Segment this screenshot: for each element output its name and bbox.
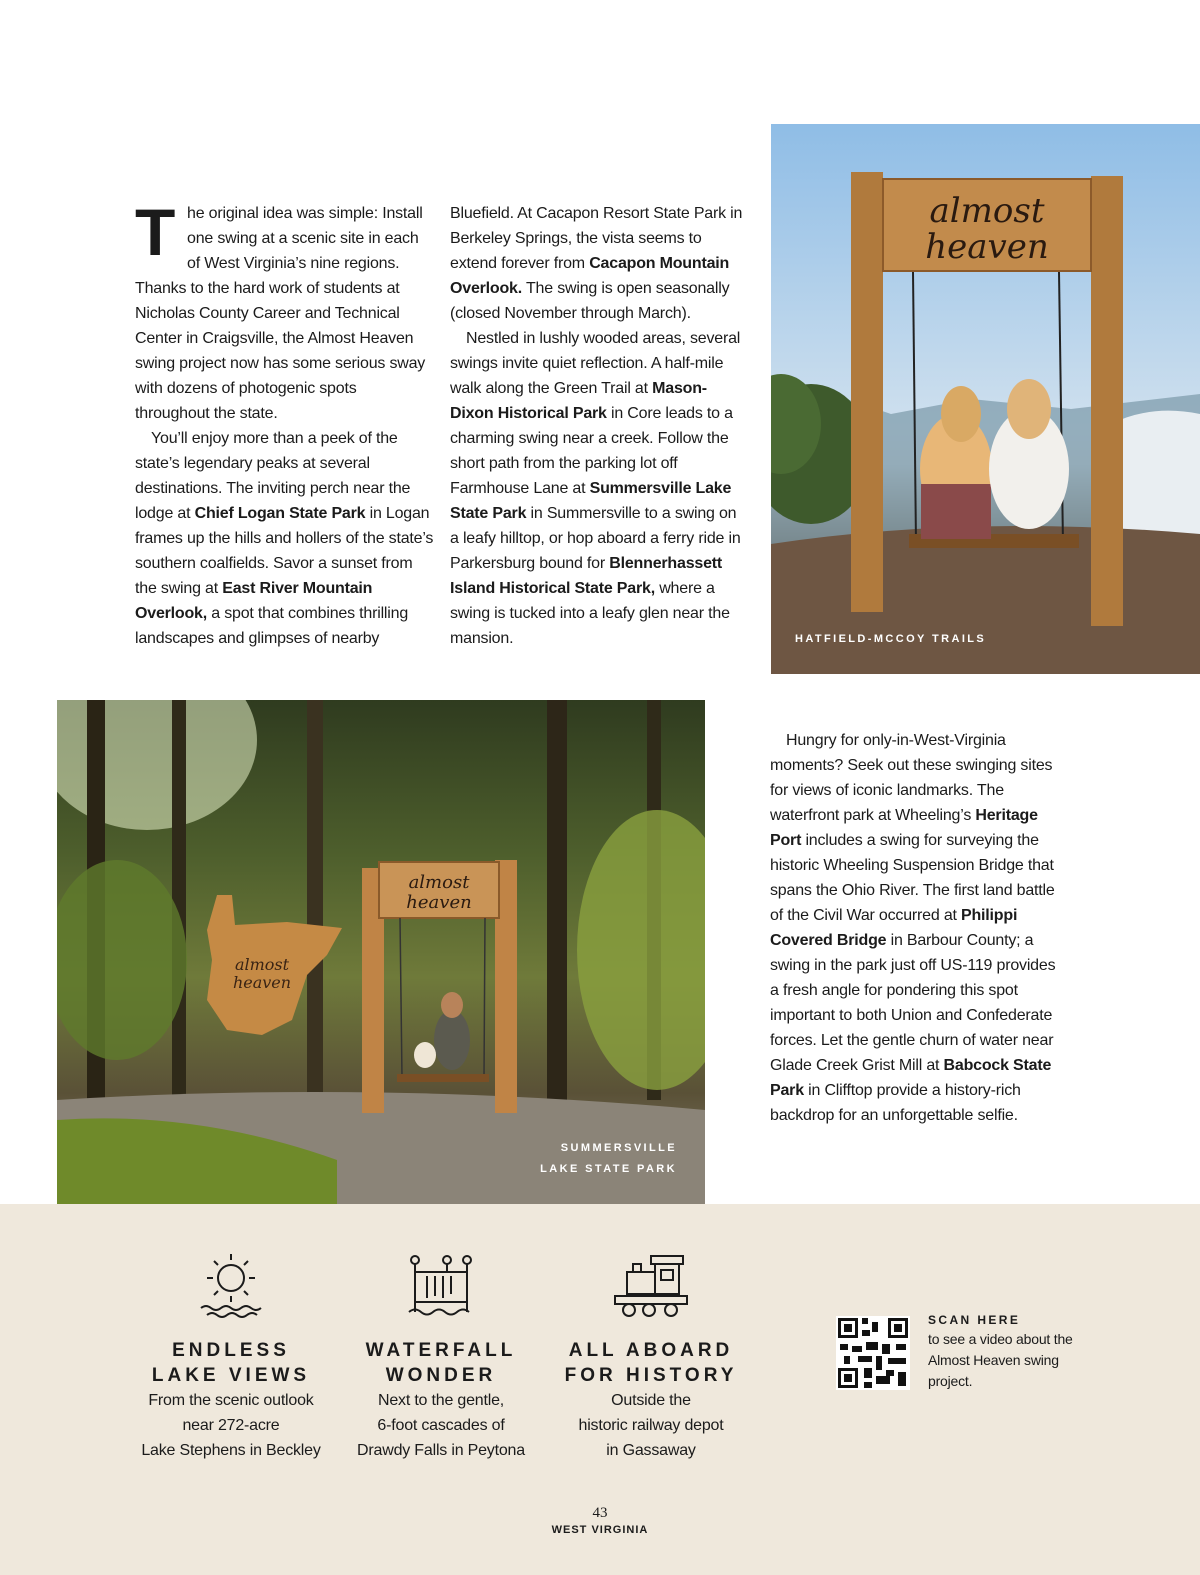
- paragraph: Bluefield. At Cacapon Resort State Park in Berkeley Springs, the vista seems to extend forever from Cacapon Mountain Overlook. The swing is open seasonally (closed November through March).: [450, 205, 743, 322]
- sign-word-almost: almost: [408, 872, 470, 893]
- train-icon: [609, 1252, 693, 1324]
- scan-title: SCAN HERE: [928, 1313, 1021, 1327]
- page-section: WEST VIRGINIA: [551, 1524, 649, 1536]
- place-name: Cacapon Mountain Overlook.: [450, 255, 730, 297]
- waterfall-icon: [403, 1252, 479, 1324]
- map-word-heaven: heaven: [232, 973, 292, 992]
- place-name: East River Mountain Overlook,: [135, 580, 373, 622]
- feature-waterfall-wonder: [336, 1252, 546, 1463]
- paragraph: You’ll enjoy more than a peek of the state’s legendary peaks at several destinations. The inviting perch near the lodge at Chief Logan State Park in Logan frames up the hills and hollers of the state’s southern coalfields. Savor a sunset from the swing at East River Mountain Overlook, a spot that combines thrilling landscapes and glimpses of nearby: [135, 430, 434, 647]
- sign-word-almost: almost: [929, 191, 1045, 231]
- place-name: Blennerhassett Island Historical State Park,: [450, 555, 723, 597]
- feature-description: From the scenic outlook near 272-acre Lake Stephens in Beckley: [141, 1392, 321, 1459]
- photo-caption: SUMMERSVILLE LAKE STATE PARK: [540, 1142, 677, 1175]
- paragraph: Nestled in lushly wooded areas, several swings invite quiet reflection. A half-mile walk along the Green Trail at Mason-Dixon Historical Park in Core leads to a charming swing near a creek. Follow the short path from the parking lot off Farmhouse Lane at Summersville Lake State Park in Summersville to a swing on a leafy hilltop, or hop aboard a ferry ride in Parkersburg bound for Blennerhassett Island Historical State Park, where a swing is tucked into a leafy glen near the mansion.: [450, 330, 741, 647]
- photo-summersville-swing: [57, 700, 705, 1204]
- photo-hatfield-mccoy-swing: [771, 124, 1200, 674]
- article-column-3: [770, 728, 1066, 1128]
- feature-lake-views: [126, 1252, 336, 1463]
- paragraph: Hungry for only-in-West-Virginia moments? Seek out these swinging sites for views of iconic landmarks. The waterfront park at Wheeling’s Heritage Port includes a swing for surveying the historic Wheeling Suspension Bridge that spans the Ohio River. The first land battle of the Civil War occurred at Philippi Covered Bridge in Barbour County; a swing in the park just off US-119 provides a fresh angle for pondering this spot important to both Union and Confederate forces. Let the gentle churn of water near Glade Creek Grist Mill at Babcock State Park in Clifftop provide a history-rich backdrop for an unforgettable selfie.: [770, 732, 1056, 1124]
- place-name: Heritage Port: [770, 807, 1038, 849]
- scan-description: to see a video about the Almost Heaven swing project.: [928, 1331, 1073, 1389]
- swing-couple-illustration: [771, 124, 1200, 674]
- article-column-1: [135, 195, 435, 651]
- feature-title: ENDLESS LAKE VIEWS: [151, 1340, 311, 1386]
- page-number: 43: [592, 1505, 608, 1521]
- sign-word-heaven: heaven: [925, 227, 1049, 267]
- place-name: Babcock State Park: [770, 1057, 1052, 1099]
- article-column-2: [450, 201, 746, 651]
- place-name: Mason-Dixon Historical Park: [450, 380, 707, 422]
- drop-cap: T: [135, 195, 176, 269]
- qr-code[interactable]: [836, 1316, 910, 1390]
- feature-title: ALL ABOARD FOR HISTORY: [564, 1340, 738, 1386]
- place-name: Summersville Lake State Park: [450, 480, 732, 522]
- feature-all-aboard: [546, 1252, 756, 1463]
- paragraph: The original idea was simple: Install one swing at a scenic site in each of West Virginia’s nine regions. Thanks to the hard work of students at Nicholas County Career and Technical Center in Craigsville, the Almost Heaven swing project now has some serious sway with dozens of photogenic spots throughout the state.: [135, 195, 426, 422]
- feature-description: Outside the historic railway depot in Gassaway: [578, 1392, 724, 1459]
- sun-over-water-icon: [193, 1252, 269, 1324]
- map-word-almost: almost: [234, 955, 290, 974]
- sign-word-heaven: heaven: [406, 892, 472, 913]
- place-name: Chief Logan State Park: [194, 505, 366, 522]
- feature-description: Next to the gentle, 6-foot cascades of Drawdy Falls in Peytona: [357, 1392, 525, 1459]
- photo-caption: HATFIELD-MCCOY TRAILS: [795, 633, 987, 645]
- place-name: Philippi Covered Bridge: [770, 907, 1018, 949]
- feature-title: WATERFALL WONDER: [365, 1340, 517, 1386]
- forest-swing-illustration: [57, 700, 705, 1204]
